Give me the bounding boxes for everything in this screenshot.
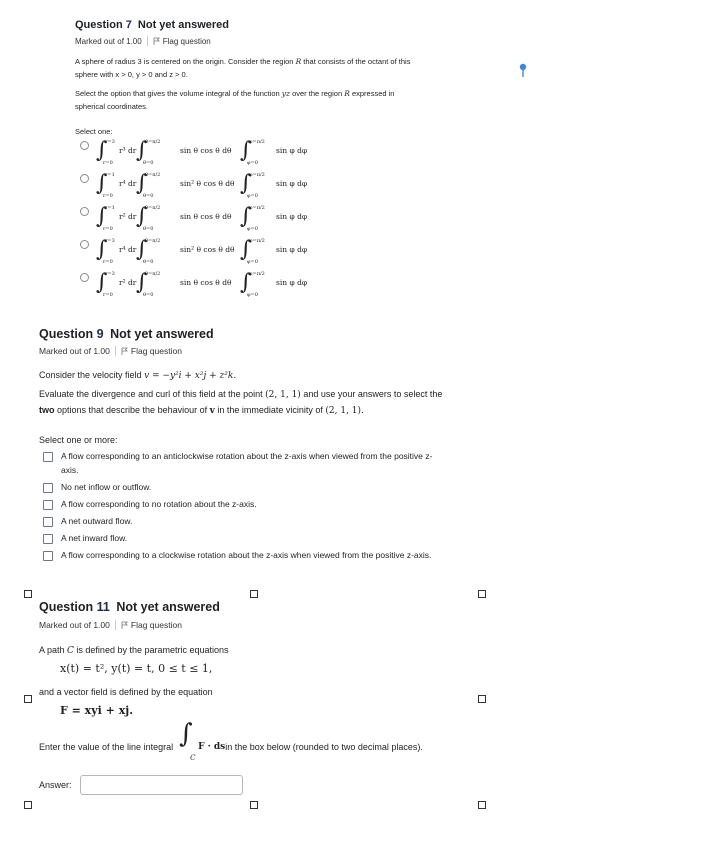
phi-upper: φ=π/2 [249,172,265,178]
q11-eq1-text: x(t) = t², y(t) = t, 0 ≤ t ≤ 1, [60,662,213,675]
q9-prompt-line2 [39,386,499,403]
q7-prompt-line1 [75,55,495,68]
q11-meta [39,620,182,630]
q9-label: Question [39,327,94,341]
r-lower: r=0 [103,193,113,199]
q11-flag-label: Flag question [130,620,182,630]
line-integral-symbol: ∫ C [176,732,198,762]
q7-option-integral-phi: ∫ φ=π/2 φ=0 sin φ dφ [240,237,308,265]
q7-option-integral-theta: ∫ θ=π/2 θ=0 sin² θ cos θ dθ [136,237,235,265]
theta-upper: θ=π/2 [145,172,161,178]
r-integrand: r³ dr [119,146,137,155]
pin-icon[interactable] [518,63,528,77]
q7-option-radio[interactable] [80,240,89,249]
r-lower: r=0 [103,259,113,265]
r-upper: r=1 [105,205,115,211]
q11-integral-sub: C [190,754,196,762]
q7-flag-label: Flag question [162,36,211,46]
q11-marked: Marked out of 1.00 [39,620,110,630]
r-upper: r=3 [105,139,115,145]
q11-title [39,600,220,614]
q9-number: 9 [96,327,104,341]
resize-handle-bottom-left[interactable] [24,801,32,809]
resize-handle-top-left[interactable] [24,590,32,598]
q7-option[interactable] [80,270,340,298]
q7-text1b: that consists of the octant of this [301,57,411,66]
phi-lower: φ=0 [247,193,258,199]
q9-text2b: and use your answers to select the [300,389,443,399]
q9-select-label [39,432,118,448]
q7-prompt-line3 [75,87,505,100]
resize-handle-middle-left[interactable] [24,695,32,703]
resize-handle-top-right[interactable] [478,590,486,598]
r-integrand: r² dr [119,278,137,287]
q11-text3b: in the box below (rounded to two decimal places). [225,742,423,752]
q7-option-integral-r: ∫ r=1 r=0 r⁴ dr [96,171,137,199]
theta-integrand: sin θ cos θ dθ [180,146,232,155]
answer-input[interactable] [80,775,243,795]
q9-flag-button[interactable] [121,346,182,356]
q9-text1a: Consider the velocity field [39,370,145,380]
q9-text3b: options that describe the behaviour of [54,405,210,415]
q7-number: 7 [125,19,132,31]
theta-integrand: sin² θ cos θ dθ [180,245,235,254]
theta-lower: θ=0 [143,193,154,199]
r-integrand: r² dr [119,212,137,221]
q9-title [39,327,214,341]
q11-answer-label-text: Answer: [39,780,72,790]
resize-handle-middle-right[interactable] [478,695,486,703]
q7-text3c: expressed in [349,89,395,98]
q7-option-integral-r: ∫ r=3 r=0 r³ dr [96,138,137,166]
r-lower: r=0 [103,226,113,232]
q11-status: Not yet answered [116,600,220,614]
q7-flag-button[interactable] [153,37,211,46]
phi-integrand: sin φ dφ [276,212,308,221]
phi-integrand: sin φ dφ [276,245,308,254]
q9-text3c: in the immediate vicinity of [214,405,326,415]
q7-func: yz [281,89,290,98]
q7-option-integral-phi: ∫ φ=π/2 φ=0 sin φ dφ [240,270,308,298]
divider [115,346,116,356]
q7-option-radio[interactable] [80,273,89,282]
phi-upper: φ=π/2 [249,139,265,145]
theta-upper: θ=π/2 [145,139,161,145]
resize-handle-top-middle[interactable] [250,590,258,598]
q7-text3b: over the region [290,89,345,98]
q11-integrand: F · ds [198,742,226,752]
q9-option-checkbox[interactable] [43,517,53,527]
q11-prompt-line3 [39,719,423,762]
q9-option-label-cont: axis. [61,465,79,475]
q7-text3a: Select the option that gives the volume integral of the function [75,89,282,98]
q7-option-integral-phi: ∫ φ=π/2 φ=0 sin φ dφ [240,171,308,199]
q7-option[interactable] [80,138,340,166]
phi-integrand: sin φ dφ [276,278,308,287]
resize-handle-bottom-middle[interactable] [250,801,258,809]
q7-option-integral-r: ∫ r=3 r=0 r⁴ dr [96,237,137,265]
q7-option-integral-theta: ∫ θ=π/2 θ=0 sin² θ cos θ dθ [136,171,235,199]
r-lower: r=0 [103,160,113,166]
q9-option-label: A flow corresponding to a clockwise rotation about the z-axis when viewed from the positive z-axis. [61,550,432,560]
q9-meta [39,346,182,356]
q9-option-label: A net inward flow. [61,533,128,543]
q9-option-checkbox[interactable] [43,500,53,510]
q7-select-text: Select one: [75,127,113,136]
q7-option[interactable] [80,204,340,232]
resize-handle-bottom-right[interactable] [478,801,486,809]
q9-field: v = −y²i + x²j + z²k. [144,371,237,381]
q11-eq2-text: F = xyi + xj. [60,704,134,717]
q9-option-label: A flow corresponding to no rotation about the z-axis. [61,499,257,509]
r-integrand: r⁴ dr [119,179,137,188]
q7-meta [75,36,211,46]
q9-option-checkbox[interactable] [43,534,53,544]
q7-text2: sphere with x > 0, y > 0 and z > 0. [75,70,188,79]
q11-text1a: A path [39,645,68,655]
q11-prompt-line1 [39,642,229,659]
theta-lower: θ=0 [143,259,154,265]
q9-prompt-line3 [39,402,499,419]
r-upper: r=1 [105,172,115,178]
theta-lower: θ=0 [143,292,154,298]
q11-text1b: is defined by the parametric equations [73,645,229,655]
phi-upper: φ=π/2 [249,205,265,211]
q9-option-checkbox[interactable] [43,483,53,493]
q7-option-radio[interactable] [80,207,89,216]
q11-answer-label [39,777,72,793]
q9-status: Not yet answered [110,327,214,341]
theta-lower: θ=0 [143,226,154,232]
q7-region-2: R [344,89,350,98]
q7-option-integral-theta: ∫ θ=π/2 θ=0 sin θ cos θ dθ [136,138,232,166]
q7-region: R [295,57,302,66]
q9-flag-label: Flag question [130,346,182,356]
flag-icon [153,37,160,45]
divider [115,620,116,630]
q7-option-integral-phi: ∫ φ=π/2 φ=0 sin φ dφ [240,204,308,232]
q7-title [75,19,229,31]
q7-text1a: A sphere of radius 3 is centered on the origin. Consider the region [75,57,296,66]
r-integrand: r⁴ dr [119,245,137,254]
phi-lower: φ=0 [247,259,258,265]
flag-icon [121,621,128,629]
q9-option-label: A net outward flow. [61,516,133,526]
q9-marked: Marked out of 1.00 [39,346,110,356]
r-lower: r=0 [103,292,113,298]
q7-status: Not yet answered [137,19,230,31]
q7-prompt-line2 [75,68,188,81]
q7-select-label [75,125,113,138]
flag-icon [121,347,128,355]
r-upper: r=3 [105,238,115,244]
theta-integrand: sin θ cos θ dθ [180,278,232,287]
q11-label: Question [39,600,94,614]
phi-integrand: sin φ dφ [276,146,308,155]
q9-select-text: Select one or more: [39,435,118,445]
theta-integrand: sin θ cos θ dθ [180,212,232,221]
q9-option-label: A flow corresponding to an anticlockwise rotation about the z-axis when viewed from the positive z- [61,451,433,461]
phi-lower: φ=0 [247,160,258,166]
q9-point: (2, 1, 1) [265,390,301,400]
q11-text3a: Enter the value of the line integral [39,742,174,752]
q9-option-checkbox[interactable] [43,551,53,561]
q7-label: Question [75,19,123,31]
q7-option-integral-r: ∫ r=3 r=0 r² dr [96,270,137,298]
q7-option-integral-theta: ∫ θ=π/2 θ=0 sin θ cos θ dθ [136,270,232,298]
theta-lower: θ=0 [143,160,154,166]
q11-flag-button[interactable] [121,620,182,630]
theta-integrand: sin² θ cos θ dθ [180,179,235,188]
q7-text4: spherical coordinates. [75,102,148,111]
phi-upper: φ=π/2 [249,238,265,244]
theta-upper: θ=π/2 [145,271,161,277]
q9-text3a: two [39,405,55,415]
q7-option[interactable] [80,237,340,265]
q9-prompt-line1 [39,367,236,384]
q9-text2a: Evaluate the divergence and curl of this field at the point [39,389,266,399]
q7-option-radio[interactable] [80,174,89,183]
q11-path: C [67,646,74,656]
q11-text2: and a vector field is defined by the equation [39,687,213,697]
phi-integrand: sin φ dφ [276,179,308,188]
q11-prompt-line2 [39,684,213,700]
q7-marked: Marked out of 1.00 [75,36,142,46]
divider [147,36,148,46]
theta-upper: θ=π/2 [145,238,161,244]
theta-upper: θ=π/2 [145,205,161,211]
q9-point2: (2, 1, 1). [325,406,364,416]
q9-vsym: v [209,406,215,416]
r-upper: r=3 [105,271,115,277]
q11-eq1 [60,662,212,675]
phi-lower: φ=0 [247,292,258,298]
q7-option-radio[interactable] [80,141,89,150]
phi-lower: φ=0 [247,226,258,232]
q7-option[interactable] [80,171,340,199]
q7-prompt-line4 [75,100,148,113]
q7-option-integral-r: ∫ r=1 r=0 r² dr [96,204,137,232]
q9-option-label: No net inflow or outflow. [61,482,152,492]
q7-option-integral-phi: ∫ φ=π/2 φ=0 sin φ dφ [240,138,308,166]
q7-option-integral-theta: ∫ θ=π/2 θ=0 sin θ cos θ dθ [136,204,232,232]
q11-number: 11 [96,600,110,614]
phi-upper: φ=π/2 [249,271,265,277]
q11-eq2 [60,704,133,717]
q9-option-checkbox[interactable] [43,452,53,462]
